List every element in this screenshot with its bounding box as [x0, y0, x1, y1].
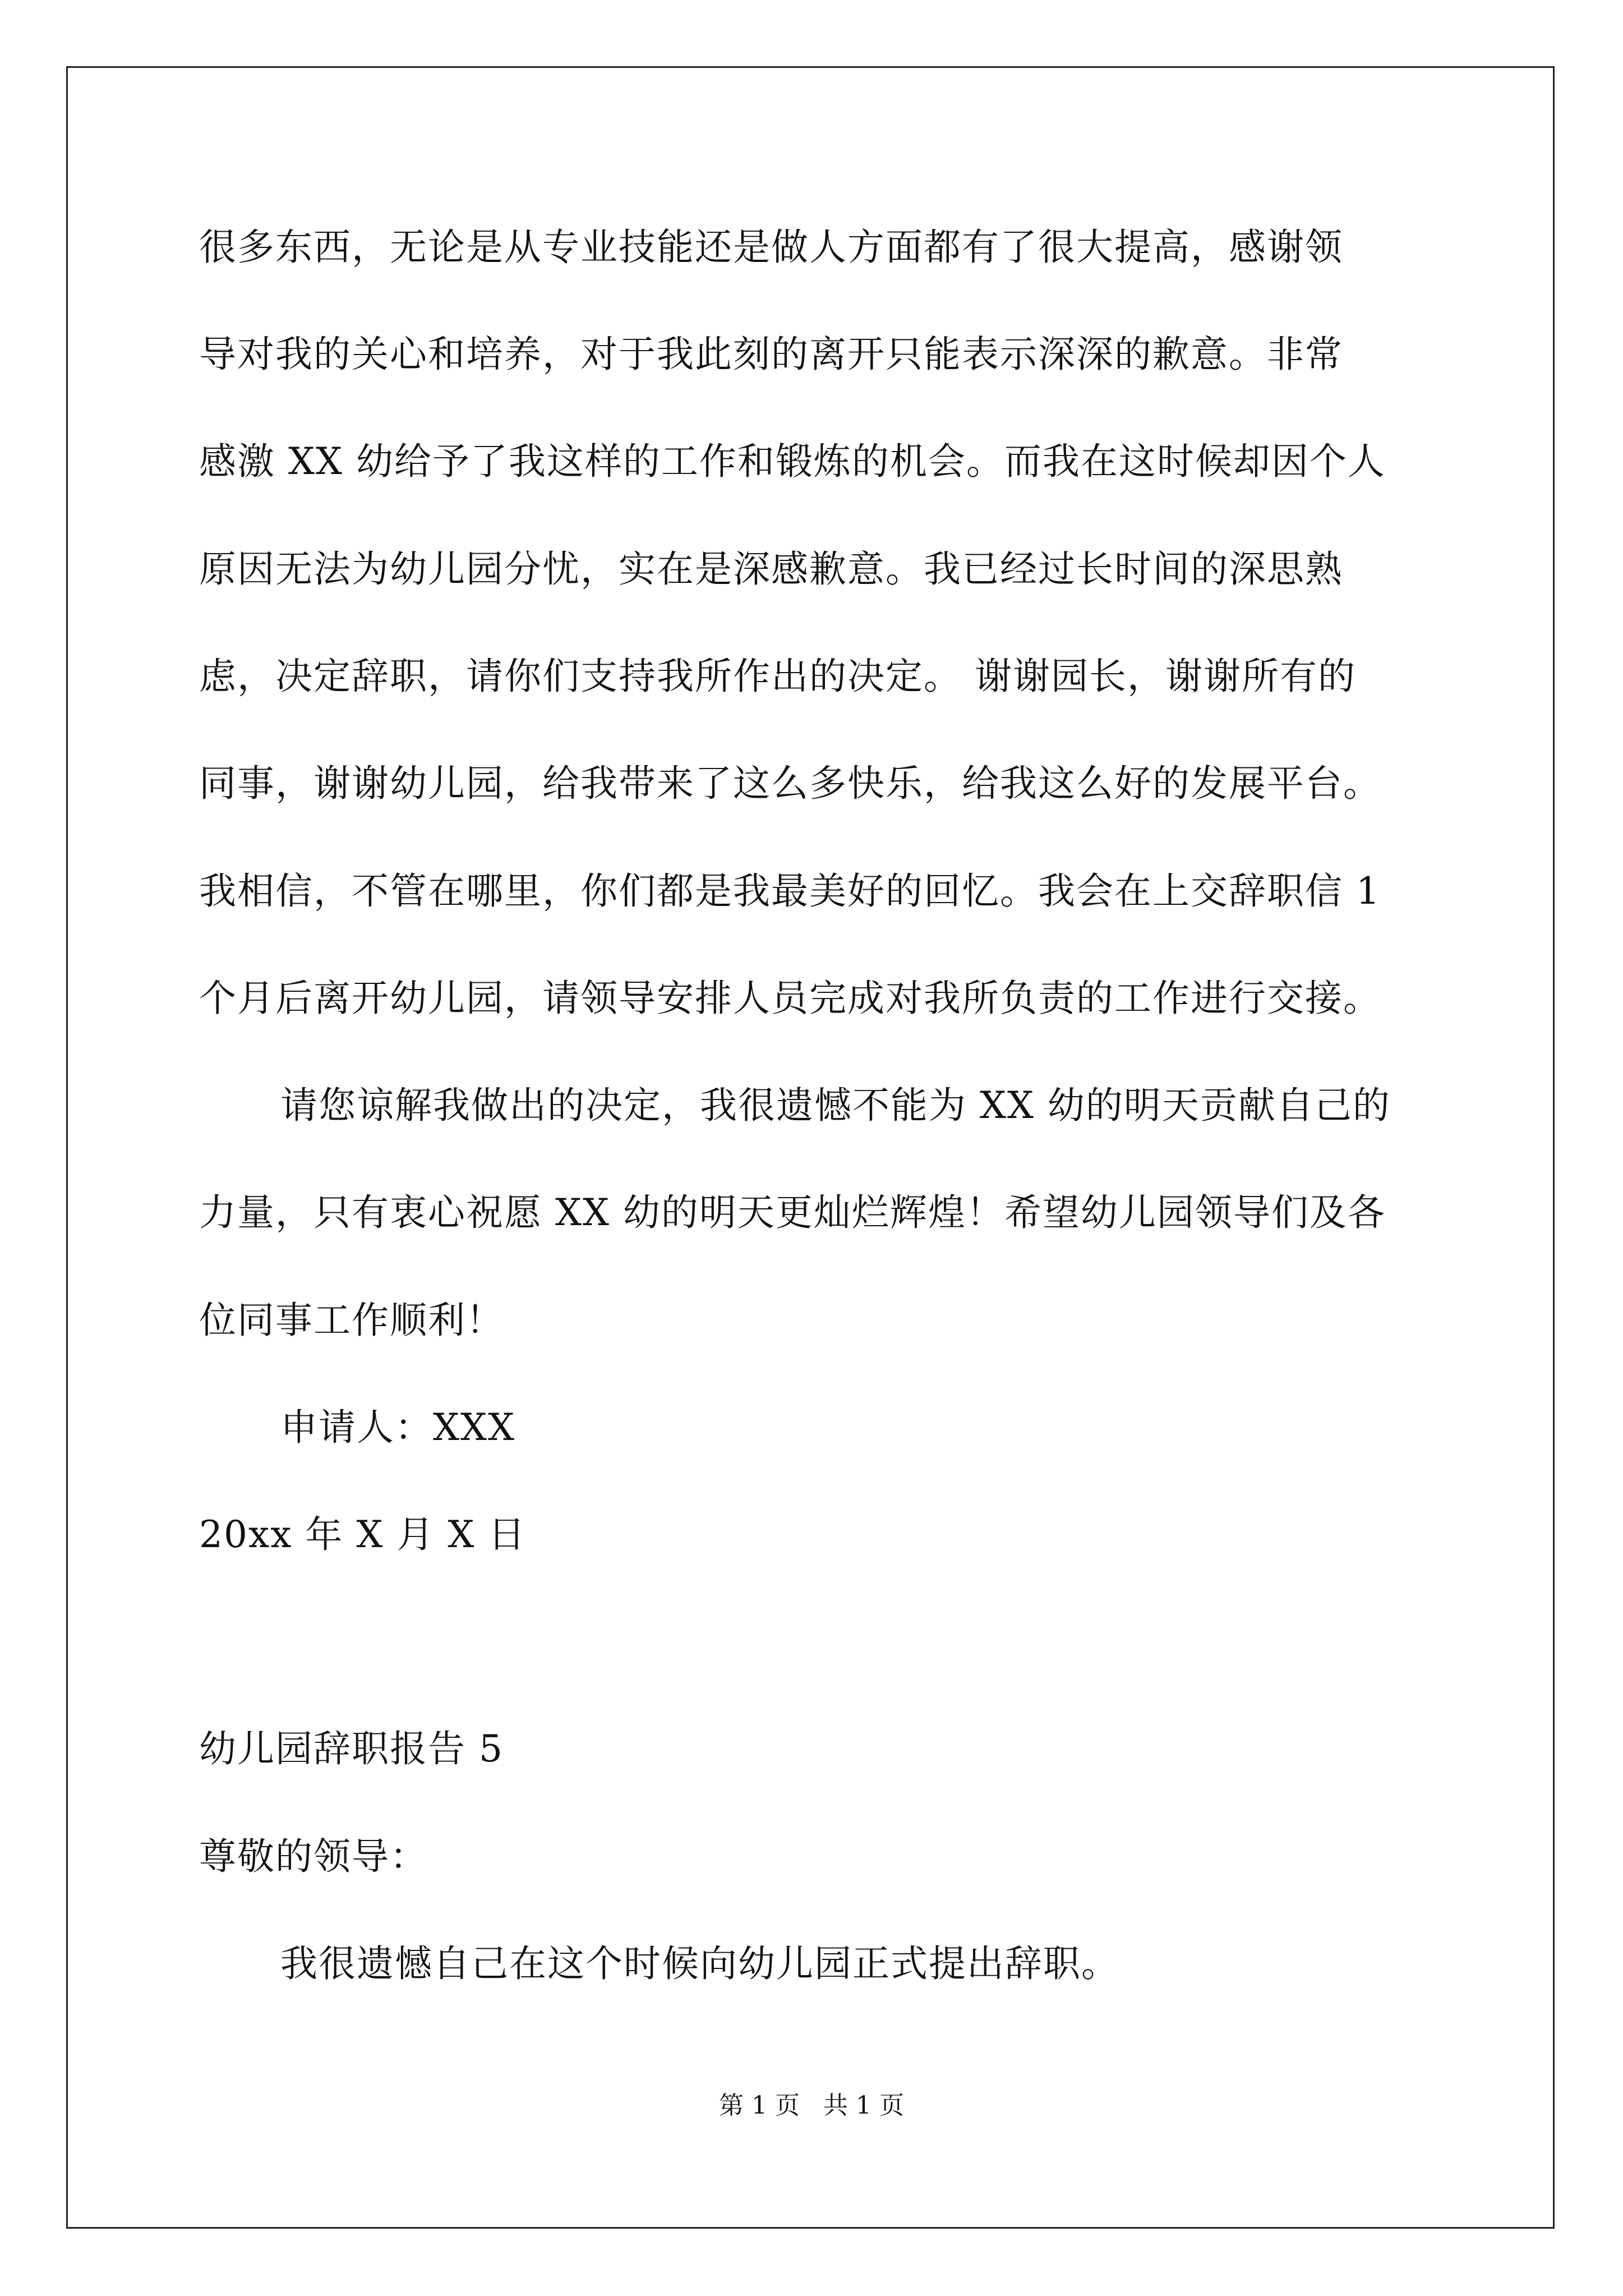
body-line-7: 我相信，不管在哪里，你们都是我最美好的回忆。我会在上交辞职信 1	[199, 869, 1381, 913]
closing-line-2: 力量，只有衷心祝愿 XX 幼的明天更灿烂辉煌！希望幼儿园领导们及各	[199, 1191, 1386, 1234]
section-title: 幼儿园辞职报告 5	[199, 1727, 504, 1770]
body-line-8: 个月后离开幼儿园，请领导安排人员完成对我所负责的工作进行交接。	[199, 977, 1381, 1020]
applicant-signature: 申请人：XXX	[280, 1406, 515, 1449]
closing-line-1: 请您谅解我做出的决定，我很遗憾不能为 XX 幼的明天贡献自己的	[280, 1084, 1391, 1127]
body-line-1: 很多东西，无论是从专业技能还是做人方面都有了很大提高，感谢领	[199, 226, 1343, 269]
body-line-5: 虑，决定辞职，请你们支持我所作出的决定。 谢谢园长，谢谢所有的	[199, 655, 1356, 698]
opening-line: 我很遗憾自己在这个时候向幼儿园正式提出辞职。	[280, 1942, 1119, 1985]
body-line-3: 感激 XX 幼给予了我这样的工作和锻炼的机会。而我在这时候却因个人	[199, 440, 1386, 483]
page-footer: 第 1 页 共 1 页	[719, 2091, 904, 2120]
letter-date: 20xx 年 X 月 X 日	[199, 1513, 527, 1556]
body-line-4: 原因无法为幼儿园分忧，实在是深感歉意。我已经过长时间的深思熟	[199, 547, 1343, 591]
body-line-2: 导对我的关心和培养，对于我此刻的离开只能表示深深的歉意。非常	[199, 333, 1343, 376]
page-border	[66, 66, 1555, 2229]
closing-line-3: 位同事工作顺利！	[199, 1299, 504, 1342]
body-line-6: 同事，谢谢幼儿园，给我带来了这么多快乐，给我这么好的发展平台。	[199, 762, 1381, 805]
salutation: 尊敬的领导：	[199, 1835, 428, 1878]
